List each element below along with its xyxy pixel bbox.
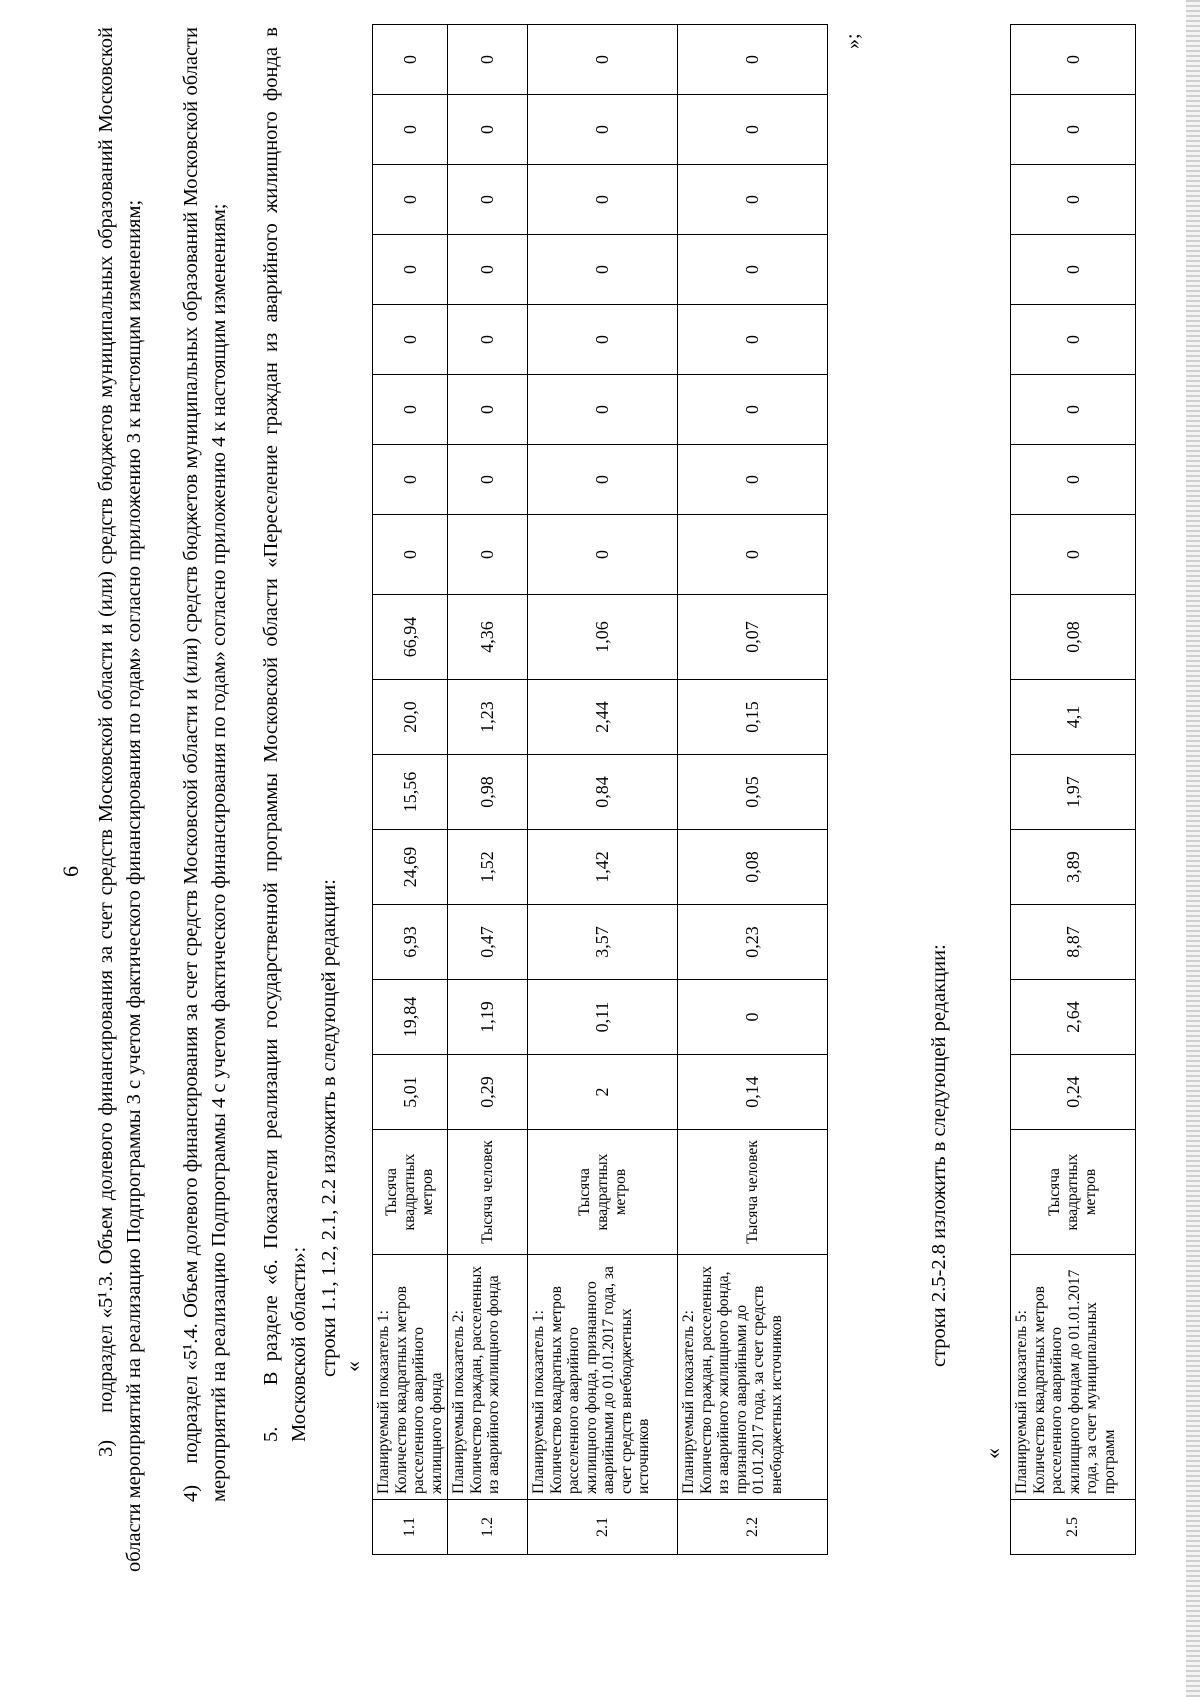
value-cell: 6,93 xyxy=(373,905,448,980)
table-row xyxy=(528,25,678,1555)
value-cell: 0,84 xyxy=(528,755,678,830)
value-cell: 0,08 xyxy=(1011,595,1136,680)
open-quote-2: « xyxy=(980,1448,1005,1459)
value-cell: 0 xyxy=(678,95,828,165)
value-cell: 8,87 xyxy=(1011,905,1136,980)
close-quote: »; xyxy=(842,33,864,49)
row-number: 2.1 xyxy=(528,1500,678,1555)
value-cell: 1,42 xyxy=(528,830,678,905)
value-cell: 0 xyxy=(678,25,828,95)
value-cell: 0 xyxy=(448,95,528,165)
value-cell: 2,44 xyxy=(528,680,678,755)
open-quote-1: « xyxy=(340,1361,365,1372)
value-cell: 0 xyxy=(1011,445,1136,515)
value-cell: 0 xyxy=(1011,25,1136,95)
value-cell: 0,07 xyxy=(678,595,828,680)
value-cell: 19,84 xyxy=(373,980,448,1055)
row-number: 1.1 xyxy=(373,1500,448,1555)
value-cell: 1,97 xyxy=(1011,755,1136,830)
value-cell: 15,56 xyxy=(373,755,448,830)
value-cell: 0 xyxy=(373,165,448,235)
value-cell: 0 xyxy=(1011,515,1136,595)
value-cell: 0 xyxy=(678,305,828,375)
value-cell: 0,29 xyxy=(448,1055,528,1130)
value-cell: 0,11 xyxy=(528,980,678,1055)
table-row xyxy=(678,25,828,1555)
paragraph-5: 5. В разделе «6. Показатели реализации государственной программы Московской области «Переселение граждан из аварийного жилищного фонда в Московской области»: xyxy=(260,27,310,1442)
value-cell: 0 xyxy=(678,445,828,515)
value-cell: 0 xyxy=(448,235,528,305)
value-cell: 0 xyxy=(448,515,528,595)
unit-cell: Тысяча квадратных метров xyxy=(1011,1130,1136,1255)
value-cell: 0 xyxy=(528,375,678,445)
value-cell: 0 xyxy=(448,25,528,95)
value-cell: 66,94 xyxy=(373,595,448,680)
value-cell: 0 xyxy=(1011,235,1136,305)
value-cell: 0 xyxy=(1011,375,1136,445)
value-cell: 0 xyxy=(1011,305,1136,375)
rows-intro-2: строки 2.5-2.8 изложить в следующей редакции: xyxy=(928,944,950,1367)
value-cell: 0 xyxy=(528,95,678,165)
value-cell: 24,69 xyxy=(373,830,448,905)
value-cell: 0,08 xyxy=(678,830,828,905)
value-cell: 0 xyxy=(373,95,448,165)
table-row xyxy=(1011,25,1136,1555)
unit-cell: Тысяча квадратных метров xyxy=(373,1130,448,1255)
value-cell: 5,01 xyxy=(373,1055,448,1130)
value-cell: 0 xyxy=(528,515,678,595)
value-cell: 1,23 xyxy=(448,680,528,755)
value-cell: 0 xyxy=(1011,165,1136,235)
unit-cell: Тысяча человек xyxy=(448,1130,528,1255)
value-cell: 2 xyxy=(528,1055,678,1130)
value-cell: 0,23 xyxy=(678,905,828,980)
value-cell: 0 xyxy=(448,305,528,375)
row-number: 1.2 xyxy=(448,1500,528,1555)
value-cell: 0,47 xyxy=(448,905,528,980)
indicators-table-2 xyxy=(1010,24,1136,1555)
indicators-table-1 xyxy=(372,24,828,1555)
paragraph-3: 3) подраздел «5¹.3. Объем долевого финансирования за счет средств Московской области и (или) средств бюджетов муниципальных образований Московской области мероприятий на реализацию Подпрограммы 3 с учетом фактического финансирования по годам» согласно приложению 3 к настоящим изменениям; xyxy=(95,27,145,1572)
value-cell: 0 xyxy=(373,25,448,95)
value-cell: 0 xyxy=(373,375,448,445)
indicator-name: Планируемый показатель 1: Количество квадратных метров расселенного аварийного жилищного фонда xyxy=(373,1255,448,1500)
value-cell: 0 xyxy=(528,305,678,375)
value-cell: 0 xyxy=(373,445,448,515)
value-cell: 0 xyxy=(1011,95,1136,165)
value-cell: 0 xyxy=(678,375,828,445)
value-cell: 0 xyxy=(678,515,828,595)
indicator-name: Планируемый показатель 1: Количество квадратных метров расселенного аварийного жилищного фонда, признанного аварийными до 01.01.2017 года, за счет средств внебюджетных источников xyxy=(528,1255,678,1500)
value-cell: 0 xyxy=(678,980,828,1055)
value-cell: 0,14 xyxy=(678,1055,828,1130)
value-cell: 3,57 xyxy=(528,905,678,980)
value-cell: 2,64 xyxy=(1011,980,1136,1055)
value-cell: 0 xyxy=(678,235,828,305)
indicator-name: Планируемый показатель 5: Количество квадратных метров расселенного аварийного жилищного фондам до 01.01.2017 года, за счет муниципальных программ xyxy=(1011,1255,1136,1500)
value-cell: 0,98 xyxy=(448,755,528,830)
value-cell: 0 xyxy=(528,165,678,235)
unit-cell: Тысяча человек xyxy=(678,1130,828,1255)
value-cell: 4,36 xyxy=(448,595,528,680)
value-cell: 0,15 xyxy=(678,680,828,755)
value-cell: 0 xyxy=(373,515,448,595)
value-cell: 1,19 xyxy=(448,980,528,1055)
row-number: 2.2 xyxy=(678,1500,828,1555)
value-cell: 0 xyxy=(528,235,678,305)
value-cell: 4,1 xyxy=(1011,680,1136,755)
paragraph-4: 4) подраздел «5¹.4. Объем долевого финансирования за счет средств Московской области и (или) средств бюджетов муниципальных образований Московской области мероприятий на реализацию Подпрограммы 4 с учетом фактического финансирования по годам» согласно приложению 4 к настоящим изменениям; xyxy=(180,27,230,1502)
value-cell: 3,89 xyxy=(1011,830,1136,905)
value-cell: 0 xyxy=(373,235,448,305)
value-cell: 0 xyxy=(528,445,678,515)
value-cell: 0 xyxy=(448,375,528,445)
unit-cell: Тысяча квадратных метров xyxy=(528,1130,678,1255)
value-cell: 0 xyxy=(528,25,678,95)
rows-intro-1: строки 1.1, 1.2, 2.1, 2.2 изложить в следующей редакции: xyxy=(318,879,340,1377)
value-cell: 0 xyxy=(448,445,528,515)
value-cell: 0,05 xyxy=(678,755,828,830)
row-number: 2.5 xyxy=(1011,1500,1136,1555)
indicator-name: Планируемый показатель 2: Количество граждан, расселенных из аварийного жилищного фонда xyxy=(448,1255,528,1500)
page-number: 6 xyxy=(58,866,83,877)
value-cell: 0 xyxy=(448,165,528,235)
value-cell: 0,24 xyxy=(1011,1055,1136,1130)
value-cell: 1,06 xyxy=(528,595,678,680)
indicator-name: Планируемый показатель 2: Количество граждан, расселенных из аварийного жилищного фонда, признанного аварийными до 01.01.2017 года, за счет средств внебюджетных источников xyxy=(678,1255,828,1500)
table-row xyxy=(448,25,528,1555)
value-cell: 1,52 xyxy=(448,830,528,905)
value-cell: 0 xyxy=(373,305,448,375)
value-cell: 20,0 xyxy=(373,680,448,755)
table-row xyxy=(373,25,448,1555)
value-cell: 0 xyxy=(678,165,828,235)
